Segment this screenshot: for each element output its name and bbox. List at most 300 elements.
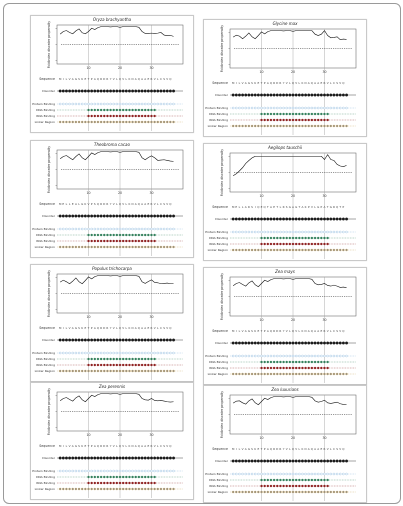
track-marker xyxy=(301,243,303,245)
track-marker xyxy=(94,103,96,105)
track-marker xyxy=(106,115,108,117)
residue-letter: A xyxy=(244,205,247,209)
track-marker xyxy=(141,228,143,230)
track-marker xyxy=(238,94,241,97)
track-marker xyxy=(317,479,319,481)
track-marker xyxy=(69,352,71,354)
residue-letter: G xyxy=(295,205,298,209)
track-marker xyxy=(144,476,146,478)
track-marker xyxy=(282,94,285,97)
track-marker xyxy=(110,358,112,360)
track-label: Linker Region xyxy=(34,487,55,491)
track-marker xyxy=(342,218,345,221)
track-marker xyxy=(320,237,322,239)
track-marker xyxy=(245,355,247,357)
track-marker xyxy=(289,237,291,239)
track-marker xyxy=(283,485,285,487)
track-marker xyxy=(279,491,281,493)
track-marker xyxy=(122,121,124,123)
track-marker xyxy=(125,476,127,478)
track-marker xyxy=(138,370,140,372)
track-marker xyxy=(317,491,319,493)
track-marker xyxy=(336,231,338,233)
track-marker xyxy=(279,243,281,245)
track-marker xyxy=(135,103,137,105)
track-marker xyxy=(62,488,64,490)
track-marker xyxy=(286,231,288,233)
residue-letter: S xyxy=(78,77,80,81)
track-marker xyxy=(72,470,74,472)
track-marker xyxy=(94,339,97,342)
track-marker xyxy=(232,342,235,345)
track-label: Linker Region xyxy=(207,248,228,252)
chart-title: Zea mays xyxy=(275,269,295,274)
track-marker xyxy=(232,94,235,97)
residue-letter: R xyxy=(106,77,109,81)
track-marker xyxy=(128,370,130,372)
track-marker xyxy=(91,482,93,484)
track-marker xyxy=(308,367,310,369)
track-marker xyxy=(135,476,137,478)
track-marker xyxy=(289,491,291,493)
residue-letter: Q xyxy=(118,77,122,81)
track-marker xyxy=(109,90,112,93)
residue-letter: R xyxy=(273,447,276,451)
track-marker xyxy=(128,103,130,105)
x-tick-label: 10 xyxy=(259,318,264,322)
track-marker xyxy=(279,361,281,363)
track-label: Linker Region xyxy=(207,490,228,494)
track-marker xyxy=(116,470,118,472)
track-marker xyxy=(144,488,146,490)
chart-svg xyxy=(31,141,193,257)
track-marker xyxy=(103,352,105,354)
track-marker xyxy=(292,479,294,481)
track-marker xyxy=(283,373,285,375)
residue-letter: M xyxy=(58,326,62,330)
residue-letter: P xyxy=(90,77,93,81)
track-marker xyxy=(251,249,253,251)
track-label: DNA Binding xyxy=(36,108,55,112)
track-marker xyxy=(166,121,168,123)
residue-letter: G xyxy=(317,205,320,209)
track-marker xyxy=(110,364,112,366)
track-marker xyxy=(125,228,127,230)
track-marker xyxy=(97,109,99,111)
track-marker xyxy=(151,476,153,478)
track-marker xyxy=(339,94,342,97)
track-marker xyxy=(116,246,118,248)
track-marker xyxy=(103,115,105,117)
track-marker xyxy=(132,352,134,354)
track-marker xyxy=(235,94,238,97)
track-marker xyxy=(69,470,71,472)
residue-letter: V xyxy=(310,205,313,209)
residue-letter: L xyxy=(289,329,291,333)
track-marker xyxy=(263,460,266,463)
track-marker xyxy=(339,373,341,375)
track-marker xyxy=(298,367,300,369)
track-marker xyxy=(113,358,115,360)
track-marker xyxy=(298,373,300,375)
track-label: Disorder xyxy=(42,338,55,342)
track-marker xyxy=(327,367,329,369)
track-marker xyxy=(276,373,278,375)
residue-letter: A xyxy=(141,202,144,206)
track-marker xyxy=(153,339,156,342)
track-marker xyxy=(144,358,146,360)
track-marker xyxy=(109,339,112,342)
track-marker xyxy=(169,103,171,105)
track-marker xyxy=(135,370,137,372)
track-marker xyxy=(273,473,275,475)
track-marker xyxy=(317,485,319,487)
track-marker xyxy=(94,240,96,242)
residue-letter: G xyxy=(74,326,77,330)
track-marker xyxy=(90,339,93,342)
track-marker xyxy=(88,482,90,484)
residue-letter: S xyxy=(336,329,338,333)
residue-letter: L xyxy=(125,77,128,81)
residue-letter: C xyxy=(159,202,162,206)
x-tick-label: 30 xyxy=(149,191,154,195)
track-marker xyxy=(157,370,159,372)
residue-letter: V xyxy=(166,202,169,206)
track-marker xyxy=(103,228,105,230)
track-marker xyxy=(160,228,162,230)
track-marker xyxy=(286,485,288,487)
track-marker xyxy=(119,470,121,472)
residue-letter: V xyxy=(166,326,169,330)
track-marker xyxy=(273,485,275,487)
track-marker xyxy=(169,339,172,342)
residue-letter: A xyxy=(141,77,144,81)
track-marker xyxy=(244,94,247,97)
track-marker xyxy=(289,119,291,121)
track-marker xyxy=(346,125,348,127)
track-marker xyxy=(276,94,279,97)
track-marker xyxy=(116,370,118,372)
track-marker xyxy=(279,119,281,121)
track-marker xyxy=(345,460,348,463)
track-marker xyxy=(154,115,156,117)
track-marker xyxy=(286,237,288,239)
track-marker xyxy=(141,103,143,105)
track-marker xyxy=(119,121,121,123)
residue-letter: Q xyxy=(342,329,345,333)
residue-letter: T xyxy=(260,447,263,451)
residue-letter: A xyxy=(74,202,77,206)
x-tick-label: 20 xyxy=(290,318,296,322)
track-marker xyxy=(235,107,237,109)
track-marker xyxy=(270,355,272,357)
track-marker xyxy=(90,90,93,93)
track-marker xyxy=(304,94,307,97)
track-marker xyxy=(88,109,90,111)
track-marker xyxy=(116,488,118,490)
residue-letter: L xyxy=(65,326,68,330)
track-marker xyxy=(257,473,259,475)
track-marker xyxy=(78,228,80,230)
residue-letter: C xyxy=(159,77,162,81)
residue-letter: A xyxy=(269,205,272,209)
track-marker xyxy=(308,107,310,109)
track-marker xyxy=(132,470,134,472)
track-marker xyxy=(116,234,118,236)
track-marker xyxy=(62,352,64,354)
track-marker xyxy=(88,115,90,117)
x-tick-label: 10 xyxy=(259,70,264,74)
track-marker xyxy=(238,249,240,251)
residue-letter: I xyxy=(62,326,64,330)
track-marker xyxy=(270,342,273,345)
track-marker xyxy=(267,479,269,481)
track-marker xyxy=(100,121,102,123)
track-marker xyxy=(94,470,96,472)
track-marker xyxy=(112,90,115,93)
track-marker xyxy=(232,373,234,375)
track-label: RNA Binding xyxy=(36,239,55,243)
track-marker xyxy=(157,488,159,490)
track-marker xyxy=(264,249,266,251)
track-marker xyxy=(141,488,143,490)
track-marker xyxy=(292,107,294,109)
track-marker xyxy=(336,94,339,97)
track-marker xyxy=(112,457,115,460)
chart-panel xyxy=(203,19,367,137)
track-marker xyxy=(251,460,254,463)
track-marker xyxy=(314,243,316,245)
track-marker xyxy=(59,215,62,218)
track-marker xyxy=(260,460,263,463)
track-marker xyxy=(298,485,300,487)
track-marker xyxy=(132,103,134,105)
track-label: Linker Region xyxy=(207,372,228,376)
track-marker xyxy=(286,107,288,109)
track-marker xyxy=(144,482,146,484)
track-marker xyxy=(320,473,322,475)
track-marker xyxy=(314,460,317,463)
track-marker xyxy=(100,476,102,478)
residue-letter: A xyxy=(134,444,137,448)
chart-panel xyxy=(30,264,194,382)
residue-letter: V xyxy=(285,329,288,333)
track-marker xyxy=(147,352,149,354)
residue-letter: L xyxy=(238,205,241,209)
track-marker xyxy=(97,358,99,360)
y-axis-label: FoldIndex disorder propensity xyxy=(47,269,51,318)
track-marker xyxy=(345,218,348,221)
track-label: RNA Binding xyxy=(209,366,228,370)
track-marker xyxy=(94,115,96,117)
track-marker xyxy=(132,121,134,123)
track-marker xyxy=(150,457,153,460)
track-marker xyxy=(276,491,278,493)
track-marker xyxy=(153,90,156,93)
residue-letter: Q xyxy=(118,444,122,448)
track-marker xyxy=(311,113,313,115)
track-marker xyxy=(75,103,77,105)
track-marker xyxy=(157,90,160,93)
track-marker xyxy=(125,457,128,460)
track-marker xyxy=(84,457,87,460)
track-marker xyxy=(135,358,137,360)
residue-letter: V xyxy=(122,77,125,81)
track-marker xyxy=(342,342,345,345)
track-marker xyxy=(147,358,149,360)
track-marker xyxy=(88,103,90,105)
residue-letter: V xyxy=(339,81,342,85)
residue-letter: V xyxy=(326,329,329,333)
track-marker xyxy=(238,460,241,463)
residue-letter: Q xyxy=(263,205,266,209)
track-marker xyxy=(119,215,122,218)
track-marker xyxy=(128,470,130,472)
track-marker xyxy=(144,228,146,230)
track-marker xyxy=(242,473,244,475)
track-marker xyxy=(254,460,257,463)
track-marker xyxy=(119,228,121,230)
track-marker xyxy=(301,237,303,239)
track-marker xyxy=(157,246,159,248)
residue-letter: V xyxy=(112,444,115,448)
track-marker xyxy=(94,234,96,236)
track-marker xyxy=(97,121,99,123)
track-marker xyxy=(88,358,90,360)
residue-letter: G xyxy=(247,329,250,333)
residue-letter: K xyxy=(81,77,84,81)
residue-letter: A xyxy=(323,205,326,209)
residue-letter: R xyxy=(279,447,282,451)
track-marker xyxy=(260,218,263,221)
track-marker xyxy=(110,246,112,248)
track-marker xyxy=(144,240,146,242)
track-marker xyxy=(69,103,71,105)
track-marker xyxy=(78,370,80,372)
track-marker xyxy=(298,119,300,121)
track-marker xyxy=(264,113,266,115)
track-marker xyxy=(311,460,314,463)
track-marker xyxy=(330,218,333,221)
track-marker xyxy=(327,491,329,493)
track-marker xyxy=(314,107,316,109)
track-marker xyxy=(295,367,297,369)
track-marker xyxy=(232,231,234,233)
track-marker xyxy=(154,352,156,354)
track-marker xyxy=(131,339,134,342)
track-marker xyxy=(59,339,62,342)
track-marker xyxy=(65,228,67,230)
track-marker xyxy=(283,361,285,363)
track-marker xyxy=(292,491,294,493)
track-marker xyxy=(305,107,307,109)
track-marker xyxy=(238,373,240,375)
sequence-label: Sequence xyxy=(212,81,228,85)
track-marker xyxy=(327,249,329,251)
residue-letter: L xyxy=(116,326,118,330)
track-marker xyxy=(75,228,77,230)
track-marker xyxy=(59,228,61,230)
track-marker xyxy=(323,460,326,463)
track-marker xyxy=(320,355,322,357)
track-marker xyxy=(327,473,329,475)
residue-letter: S xyxy=(78,326,80,330)
residue-letter: L xyxy=(157,444,159,448)
residue-letter: A xyxy=(144,77,147,81)
track-marker xyxy=(283,479,285,481)
track-marker xyxy=(327,373,329,375)
track-marker xyxy=(320,243,322,245)
track-marker xyxy=(267,373,269,375)
track-marker xyxy=(320,231,322,233)
track-marker xyxy=(173,470,175,472)
residue-letter: A xyxy=(93,77,96,81)
track-marker xyxy=(59,470,61,472)
track-marker xyxy=(320,218,323,221)
track-marker xyxy=(314,367,316,369)
residue-letter: L xyxy=(125,444,128,448)
track-marker xyxy=(147,457,150,460)
track-marker xyxy=(279,342,282,345)
x-tick-label: 10 xyxy=(259,436,264,440)
track-marker xyxy=(103,358,105,360)
residue-letter: Q xyxy=(310,329,314,333)
residue-letter: A xyxy=(307,81,310,85)
residue-letter: R xyxy=(150,77,153,81)
track-marker xyxy=(261,373,263,375)
track-marker xyxy=(84,339,87,342)
track-marker xyxy=(157,352,159,354)
track-marker xyxy=(113,109,115,111)
track-marker xyxy=(308,249,310,251)
track-marker xyxy=(138,457,141,460)
track-marker xyxy=(251,355,253,357)
track-marker xyxy=(336,125,338,127)
track-marker xyxy=(144,234,146,236)
residue-letter: Q xyxy=(269,81,273,85)
residue-letter: E xyxy=(62,202,65,206)
track-label: Protein Binding xyxy=(32,102,55,106)
track-marker xyxy=(144,215,147,218)
track-marker xyxy=(235,218,238,221)
residue-letter: P xyxy=(263,81,266,85)
track-marker xyxy=(65,121,67,123)
track-marker xyxy=(304,460,307,463)
track-marker xyxy=(244,342,247,345)
residue-letter: S xyxy=(163,77,165,81)
x-tick-label: 30 xyxy=(322,318,327,322)
track-marker xyxy=(254,125,256,127)
track-marker xyxy=(147,228,149,230)
chart-title: Zea luxurians xyxy=(271,387,299,392)
track-marker xyxy=(91,352,93,354)
track-marker xyxy=(320,373,322,375)
residue-letter: K xyxy=(304,205,307,209)
track-marker xyxy=(97,90,100,93)
track-marker xyxy=(314,355,316,357)
track-marker xyxy=(134,339,137,342)
residue-letter: V xyxy=(153,202,156,206)
track-marker xyxy=(273,218,276,221)
track-marker xyxy=(339,249,341,251)
track-marker xyxy=(113,115,115,117)
track-marker xyxy=(59,103,61,105)
track-marker xyxy=(87,457,90,460)
track-marker xyxy=(122,246,124,248)
residue-letter: D xyxy=(131,77,134,81)
x-tick-label: 30 xyxy=(322,436,327,440)
chart-svg xyxy=(204,268,366,384)
